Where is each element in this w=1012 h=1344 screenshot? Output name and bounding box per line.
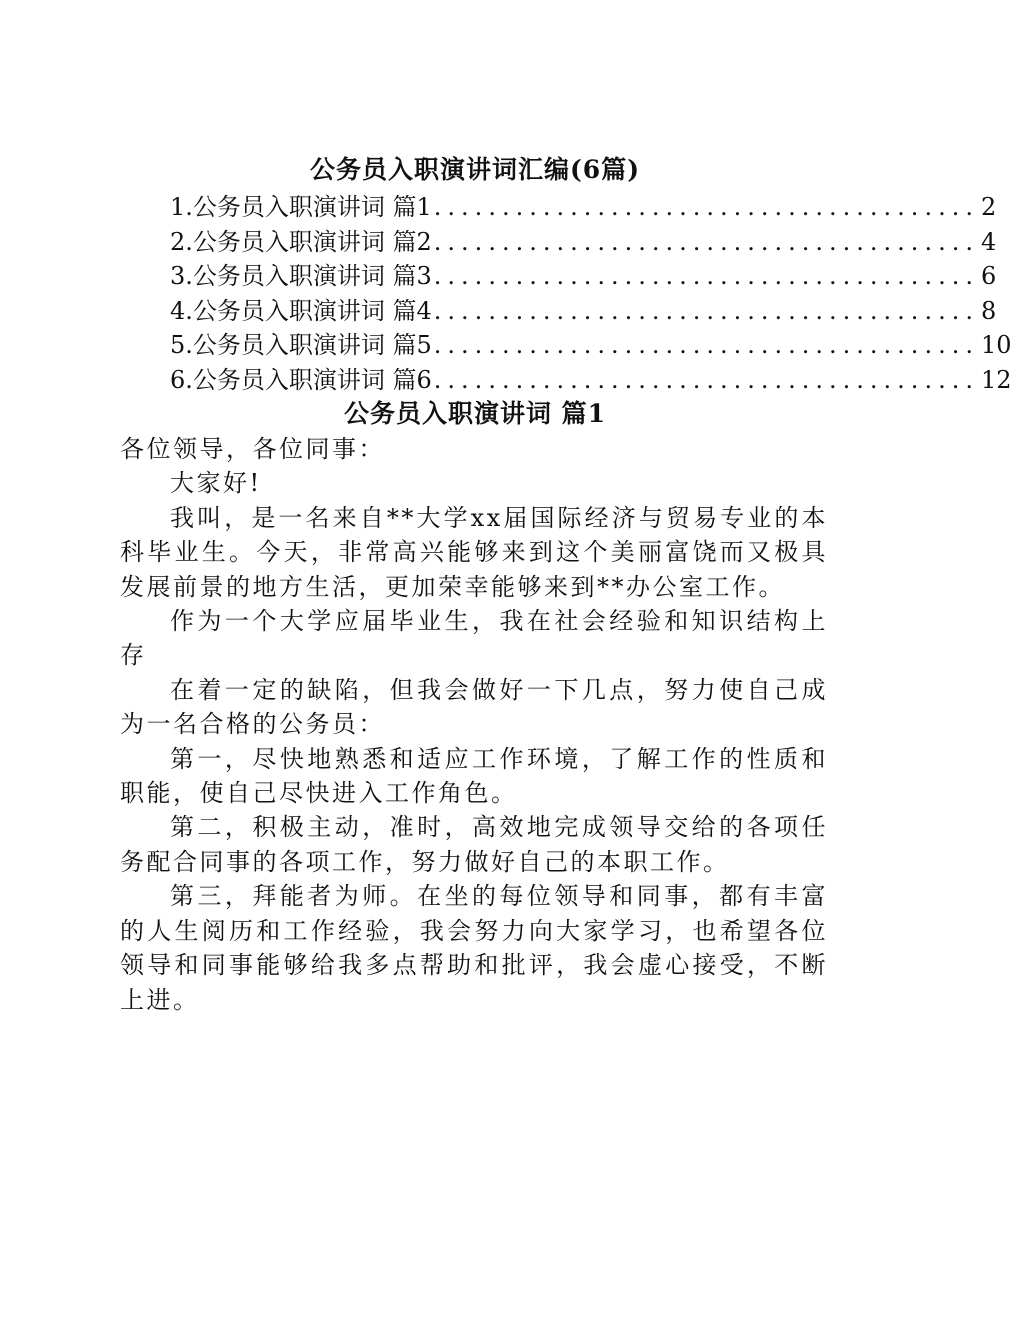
body-paragraph: 我叫，是一名来自**大学xx届国际经济与贸易专业的本科毕业生。今天，非常高兴能够来到这个美丽富饶而又极具发展前景的地方生活，更加荣幸能够来到**办公室工作。 [120,503,828,601]
table-of-contents [170,190,1012,398]
toc-item-label: 1.公务员入职演讲词 篇1 [170,193,432,221]
toc-item-label: 4.公务员入职演讲词 篇4 [170,296,432,325]
toc-page-number: 2 [980,193,997,221]
toc-item[interactable] [170,294,997,329]
toc-item-label: 6.公务员入职演讲词 篇6 [170,365,432,394]
toc-leader-dots: ........................................ [433,193,979,221]
body-paragraph: 在着一定的缺陷，但我会做好一下几点，努力使自己成为一名合格的公务员： [120,675,828,739]
salutation: 各位领导，各位同事： [120,435,385,463]
toc-item-label: 3.公务员入职演讲词 篇3 [170,262,432,291]
body-paragraph: 作为一个大学应届毕业生，我在社会经验和知识结构上存 [120,607,828,670]
toc-page-number: 12 [980,365,1012,394]
section-heading: 公务员入职演讲词 篇1 [343,399,607,428]
toc-leader-dots: ........................................ [433,331,979,360]
toc-item[interactable] [170,363,1012,398]
toc-leader-dots: ........................................ [433,227,979,256]
toc-leader-dots: ........................................ [433,365,979,394]
speech-body [120,432,828,1017]
toc-item[interactable] [170,190,997,225]
toc-item[interactable] [170,328,1012,363]
body-paragraph: 第三，拜能者为师。在坐的每位领导和同事，都有丰富的人生阅历和工作经验，我会努力向大家学习，也希望各位领导和同事能够给我多点帮助和批评，我会虚心接受，不断上进。 [120,882,828,1014]
toc-page-number: 4 [980,227,997,256]
body-paragraph: 第一，尽快地熟悉和适应工作环境，了解工作的性质和职能，使自己尽快进入工作角色。 [120,744,828,808]
greeting: 大家好! [170,469,262,498]
toc-page-number: 10 [980,331,1012,360]
toc-item-label: 2.公务员入职演讲词 篇2 [170,227,432,256]
toc-leader-dots: ........................................ [433,296,979,325]
toc-page-number: 6 [980,262,997,291]
toc-item[interactable] [170,259,997,294]
toc-item[interactable] [170,225,997,260]
document-title: 公务员入职演讲词汇编(6篇) [309,155,641,184]
body-paragraph: 第二，积极主动，准时，高效地完成领导交给的各项任务配合同事的各项工作，努力做好自己的本职工作。 [120,813,828,876]
toc-item-label: 5.公务员入职演讲词 篇5 [170,331,432,360]
toc-page-number: 8 [980,296,997,325]
toc-leader-dots: ........................................ [433,262,979,291]
